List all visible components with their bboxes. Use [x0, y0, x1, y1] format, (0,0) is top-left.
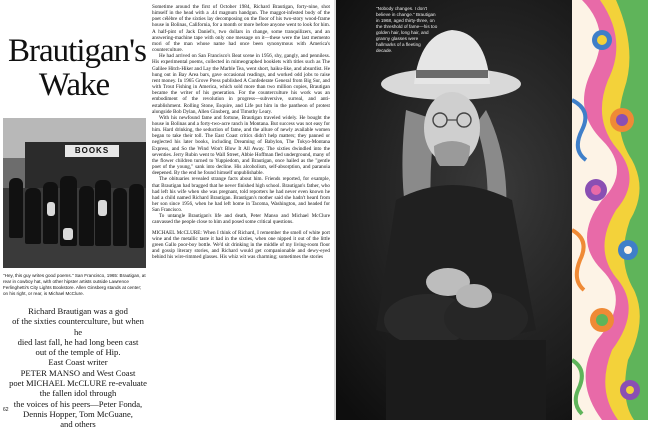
- pull-quote-line: East Coast writer: [48, 357, 108, 368]
- pull-quote-line: the voices of his peers—Peter Fonda,: [13, 398, 143, 409]
- article-body: [152, 4, 330, 416]
- pull-quote-line: Dennis Hopper, Tom McGuane,: [23, 408, 133, 419]
- storefront-sign: BOOKS: [65, 145, 119, 157]
- photo-caption: "Hey, this guy writes good poems." San Francisco, 1965: Brautigan, at rear in cowboy hat, with other hipster artists outside Lawrence Ferlinghetti's City Lights Bookstore. Allen Ginsberg stands at center; on his right, or rear, is Michael McClure.: [3, 273, 146, 296]
- pull-quote-line: PETER MANSO and West Coast: [20, 367, 136, 378]
- pull-quote-line: Richard Brautigan was a god: [28, 306, 128, 316]
- pull-quote-line: died last fall, he had long been cast: [17, 336, 139, 347]
- pull-quote-line: and others: [60, 419, 96, 430]
- portrait-caption: "Nobody changes. I don't believe in change." Brautigan in 1968, aged thirty-three, on the threshold of fame—his too golden hair, long hair, and granny glasses were hallmarks of a fleeting decade.: [376, 6, 438, 53]
- body-paragraph: The obituaries revealed strange facts about him. Friends reported, for example, that Brautigan had bragged that he never finished high school. Brautigan's father, who had left his wife when she was pregnant, told reporters he had never even known he had a child named Richard Brautigan. Brautigan's mother said she hadn't heard from her son since 1956, when he had left home in Tacoma, Washington, and headed for San Francisco.: [152, 176, 330, 214]
- page-number: 62: [3, 407, 9, 413]
- pull-quote: [8, 306, 148, 430]
- body-paragraph: With his newfound fame and fortune, Brautigan traveled widely. He bought the house in Bolinas and a forty-two-acre ranch in Montana. But success was not easy for him. Hard drinking, the seduction of fame, and the allure of newly available women began to take their toll. The East Coast critics didn't help matters; they panned or neglected his later books, including Dreaming of Babylon, The Tokyo-Montana Express, and So the Wind Won't Blow It All Away. The sixties dwindled into the seventies. Jerry Rubin went to Wall Street, Abbie Hoffman fled underground, many of the flower children turned to Yuppiedom, and Brautigan, once hailed as the "gentle poet of the young," sank into decline. His alcoholism, self-absorption, and paranoia deepened. By the end he found himself unpublishable.: [152, 114, 330, 177]
- pull-quote-line: of the sixties counterculture, but when he: [12, 316, 144, 337]
- body-paragraph: He had arrived on San Francisco's Beat scene in 1956, shy, gangly, and penniless. His experimental poems, collected in mimeographed booklets with titles such as The Galilee Hitch-Hiker and Lay the Marble Tea, went short, haiku-like, and absurdist. He hung out in Bay Area bars, gave occasional readings, and worked odd jobs to raise rent money. In 1965 Grove Press published A Confederate General from Big Sur, and with Trout Fishing in America, which sold more than two million copies, Brautigan became the writer of his generation. For the counterculture his work was an embodiment of the revolution in progress—subversive, surreal, and anti-establishment. Rolling Stone, Esquire, and Life put him in the pantheon of protest alongside Bob Dylan, Allen Ginsberg, and Timothy Leary.: [152, 53, 330, 115]
- interview-paragraph: MICHAEL McCLURE: When I think of Richard, I remember the smell of white port wine and the metallic taste it had in the sixties, when one nipped it out of the little green Gallo poor-boy bottle. We'd sit drinking in the middle of my living-room floor and gossip literary stories, and Richard would get companionable and dewy-eyed behind his wire-rimmed glasses. His whiz wit was charming; sometimes the stories: [152, 229, 330, 261]
- pull-quote-line: out of the temple of Hip.: [35, 347, 121, 358]
- pull-quote-line: the fallen idol through: [39, 388, 117, 399]
- body-paragraph: To untangle Brautigan's life and death, Peter Manso and Michael McClure canvassed the people close to him and posed some critical questions.: [152, 213, 330, 226]
- bookstore-crowd-photo: [3, 118, 146, 268]
- article-title: Brautigan's Wake: [8, 33, 146, 103]
- right-page: [336, 0, 648, 420]
- psychedelic-poster-art: [572, 0, 648, 420]
- pull-quote-line: poet MICHAEL McCLURE re-evaluate: [9, 378, 147, 389]
- body-paragraph: Sometime around the first of October 1984, Richard Brautigan, forty-nine, shot himself in the head with a .44 magnum handgun. The maggot-infested body of the poet célèbre of the sixties lay decomposing on the floor of his two-story wood-frame house in Bolinas, California, for a month or more before anyone went to look for him. A half-pint of Jack Daniel's, two dollars in change, some tranquilizers, and an answering-machine tape with only one message on it—these were the last memento mori of the man whose name had once been synonymous with America's counterculture.: [152, 4, 330, 54]
